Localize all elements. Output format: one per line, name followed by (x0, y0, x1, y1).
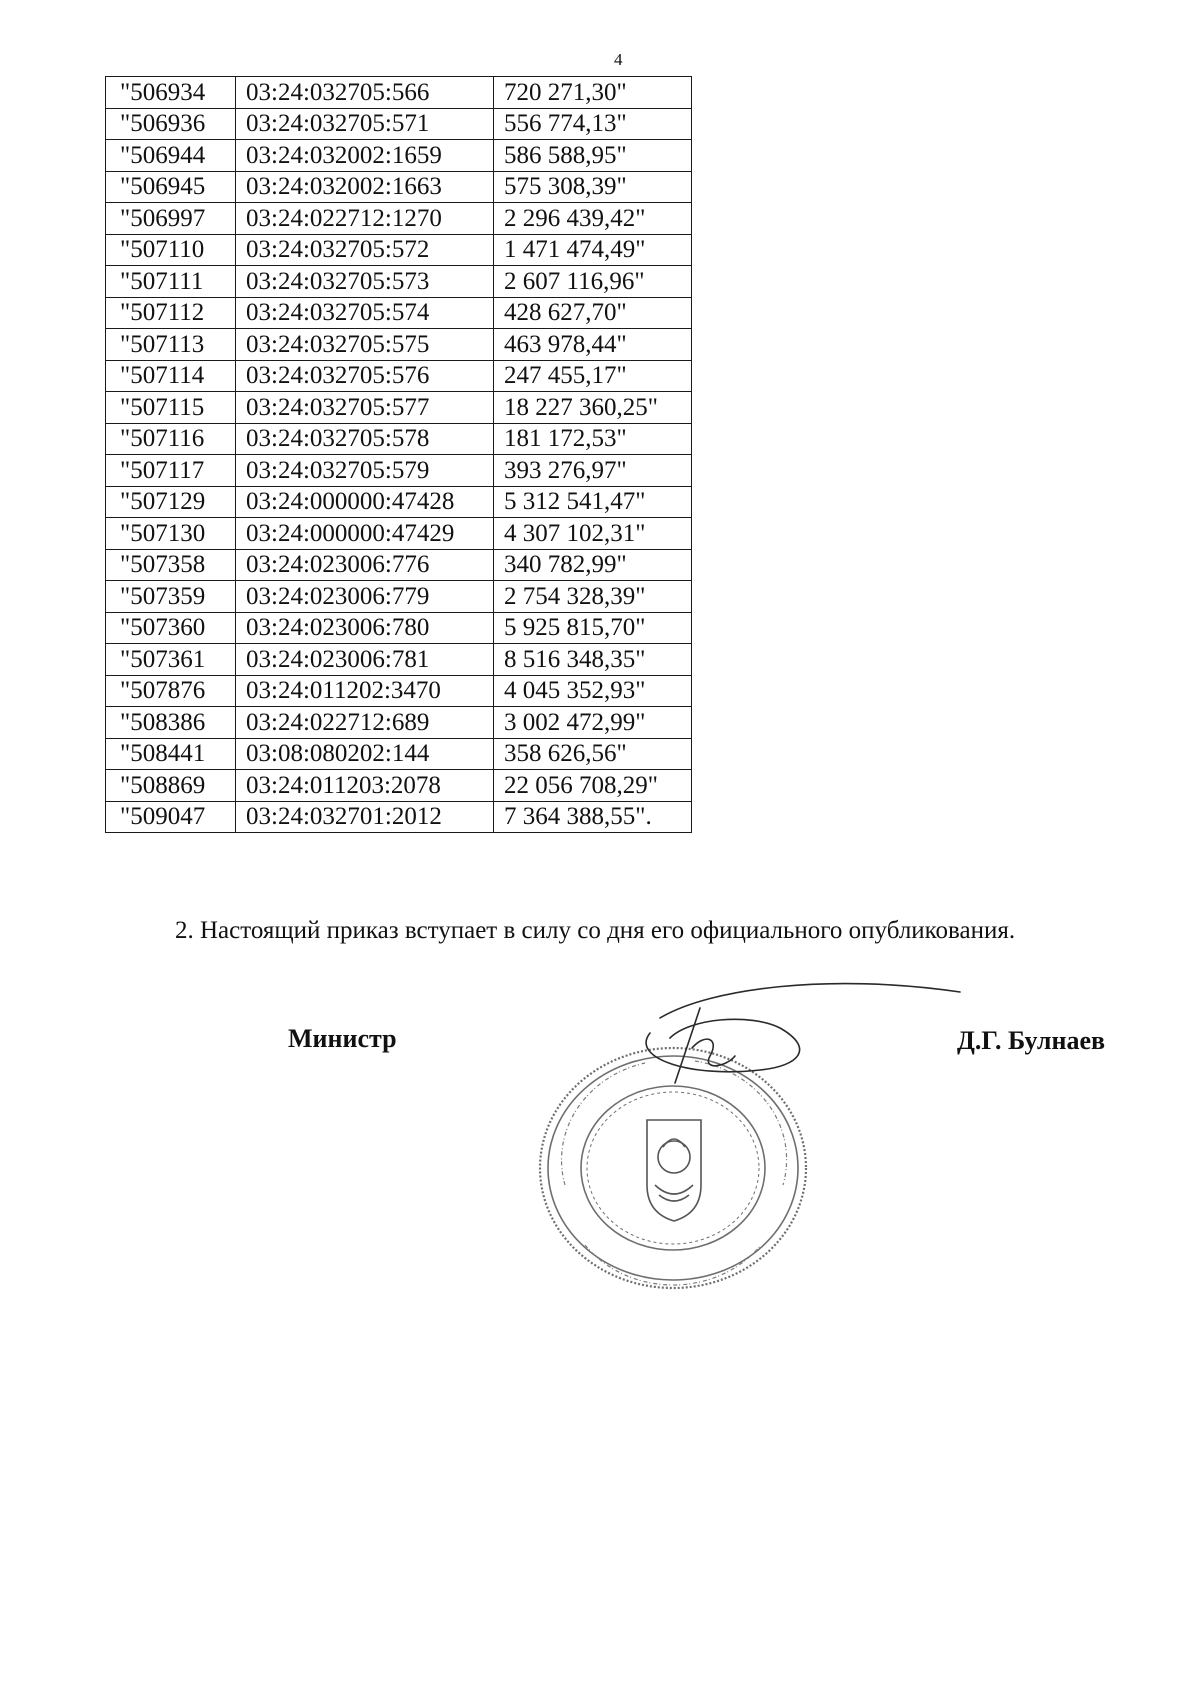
cadastral-value-cell: 575 308,39" (494, 171, 692, 203)
table-row (106, 644, 692, 676)
cadastral-number-cell: 03:24:032701:2012 (236, 801, 494, 833)
row-number-cell: "507116 (106, 423, 236, 455)
table-row (106, 612, 692, 644)
table-row (106, 738, 692, 770)
cadastral-value-cell: 2 607 116,96" (494, 266, 692, 298)
row-number-cell: "506945 (106, 171, 236, 203)
handwritten-signature (630, 978, 970, 1088)
table-row (106, 581, 692, 613)
row-number-cell: "507129 (106, 486, 236, 518)
cadastral-number-cell: 03:24:011203:2078 (236, 770, 494, 802)
cadastral-number-cell: 03:24:032705:576 (236, 360, 494, 392)
cadastral-value-cell: 556 774,13" (494, 108, 692, 140)
row-number-cell: "507876 (106, 675, 236, 707)
cadastral-value-cell: 1 471 474,49" (494, 234, 692, 266)
cadastral-value-cell: 358 626,56" (494, 738, 692, 770)
table-row (106, 549, 692, 581)
row-number-cell: "507117 (106, 455, 236, 487)
signatory-title: Министр (288, 1024, 397, 1053)
row-number-cell: "507115 (106, 392, 236, 424)
row-number-cell: "507110 (106, 234, 236, 266)
table-row (106, 392, 692, 424)
cadastral-number-cell: 03:24:032705:578 (236, 423, 494, 455)
cadastral-number-cell: 03:24:032705:577 (236, 392, 494, 424)
cadastral-number-cell: 03:24:032705:579 (236, 455, 494, 487)
signatory-name: Д.Г. Булнаев (957, 1026, 1106, 1055)
row-number-cell: "508441 (106, 738, 236, 770)
cadastral-number-cell: 03:24:023006:776 (236, 549, 494, 581)
table-row (106, 171, 692, 203)
table-row (106, 234, 692, 266)
cadastral-value-cell: 3 002 472,99" (494, 707, 692, 739)
row-number-cell: "507130 (106, 518, 236, 550)
cadastral-value-cell: 5 925 815,70" (494, 612, 692, 644)
table-row (106, 518, 692, 550)
row-number-cell: "508869 (106, 770, 236, 802)
clause-2-text: 2. Настоящий приказ вступает в силу со дня его официального опубликования. (175, 917, 1016, 944)
table-row (106, 455, 692, 487)
cadastral-number-cell: 03:24:000000:47429 (236, 518, 494, 550)
row-number-cell: "507358 (106, 549, 236, 581)
cadastral-value-cell: 247 455,17" (494, 360, 692, 392)
cadastral-value-cell: 428 627,70" (494, 297, 692, 329)
row-number-cell: "508386 (106, 707, 236, 739)
cadastral-number-cell: 03:24:032002:1663 (236, 171, 494, 203)
cadastral-value-cell: 2 296 439,42" (494, 203, 692, 235)
row-number-cell: "507111 (106, 266, 236, 298)
cadastral-value-cell: 720 271,30" (494, 77, 692, 109)
table-row (106, 266, 692, 298)
row-number-cell: "507112 (106, 297, 236, 329)
cadastral-number-cell: 03:24:023006:780 (236, 612, 494, 644)
table-row (106, 329, 692, 361)
row-number-cell: "506944 (106, 140, 236, 172)
cadastral-number-cell: 03:08:080202:144 (236, 738, 494, 770)
row-number-cell: "506934 (106, 77, 236, 109)
page-number: 4 (614, 50, 623, 69)
cadastral-number-cell: 03:24:032002:1659 (236, 140, 494, 172)
cadastral-value-cell: 181 172,53" (494, 423, 692, 455)
row-number-cell: "507359 (106, 581, 236, 613)
cadastral-number-cell: 03:24:032705:566 (236, 77, 494, 109)
cadastral-number-cell: 03:24:022712:689 (236, 707, 494, 739)
row-number-cell: "506936 (106, 108, 236, 140)
table-row (106, 77, 692, 109)
cadastral-number-cell: 03:24:011202:3470 (236, 675, 494, 707)
cadastral-number-cell: 03:24:000000:47428 (236, 486, 494, 518)
table-row (106, 203, 692, 235)
table-row (106, 360, 692, 392)
table-row (106, 770, 692, 802)
cadastral-value-cell: 18 227 360,25" (494, 392, 692, 424)
cadastral-value-cell: 463 978,44" (494, 329, 692, 361)
row-number-cell: "507360 (106, 612, 236, 644)
cadastral-value-cell: 393 276,97" (494, 455, 692, 487)
table-row (106, 297, 692, 329)
table-row (106, 675, 692, 707)
table-body (106, 77, 692, 833)
cadastral-value-cell: 2 754 328,39" (494, 581, 692, 613)
cadastral-value-cell: 4 307 102,31" (494, 518, 692, 550)
cadastral-value-cell: 8 516 348,35" (494, 644, 692, 676)
cadastral-value-cell: 7 364 388,55". (494, 801, 692, 833)
table-row (106, 486, 692, 518)
cadastral-value-cell: 22 056 708,29" (494, 770, 692, 802)
table-row (106, 801, 692, 833)
cadastral-value-cell: 340 782,99" (494, 549, 692, 581)
row-number-cell: "507113 (106, 329, 236, 361)
coat-of-arms-icon (647, 1120, 701, 1221)
cadastral-number-cell: 03:24:022712:1270 (236, 203, 494, 235)
row-number-cell: "507114 (106, 360, 236, 392)
cadastral-number-cell: 03:24:023006:781 (236, 644, 494, 676)
table-row (106, 707, 692, 739)
cadastral-value-cell: 586 588,95" (494, 140, 692, 172)
cadastral-number-cell: 03:24:032705:571 (236, 108, 494, 140)
table-row (106, 423, 692, 455)
table-row (106, 108, 692, 140)
row-number-cell: "509047 (106, 801, 236, 833)
cadastral-number-cell: 03:24:032705:575 (236, 329, 494, 361)
cadastral-value-cell: 4 045 352,93" (494, 675, 692, 707)
cadastral-number-cell: 03:24:032705:574 (236, 297, 494, 329)
row-number-cell: "507361 (106, 644, 236, 676)
row-number-cell: "506997 (106, 203, 236, 235)
cadastral-number-cell: 03:24:023006:779 (236, 581, 494, 613)
table-row (106, 140, 692, 172)
cadastral-number-cell: 03:24:032705:573 (236, 266, 494, 298)
cadastral-number-cell: 03:24:032705:572 (236, 234, 494, 266)
cadastral-value-cell: 5 312 541,47" (494, 486, 692, 518)
cadastral-value-table (105, 76, 692, 833)
